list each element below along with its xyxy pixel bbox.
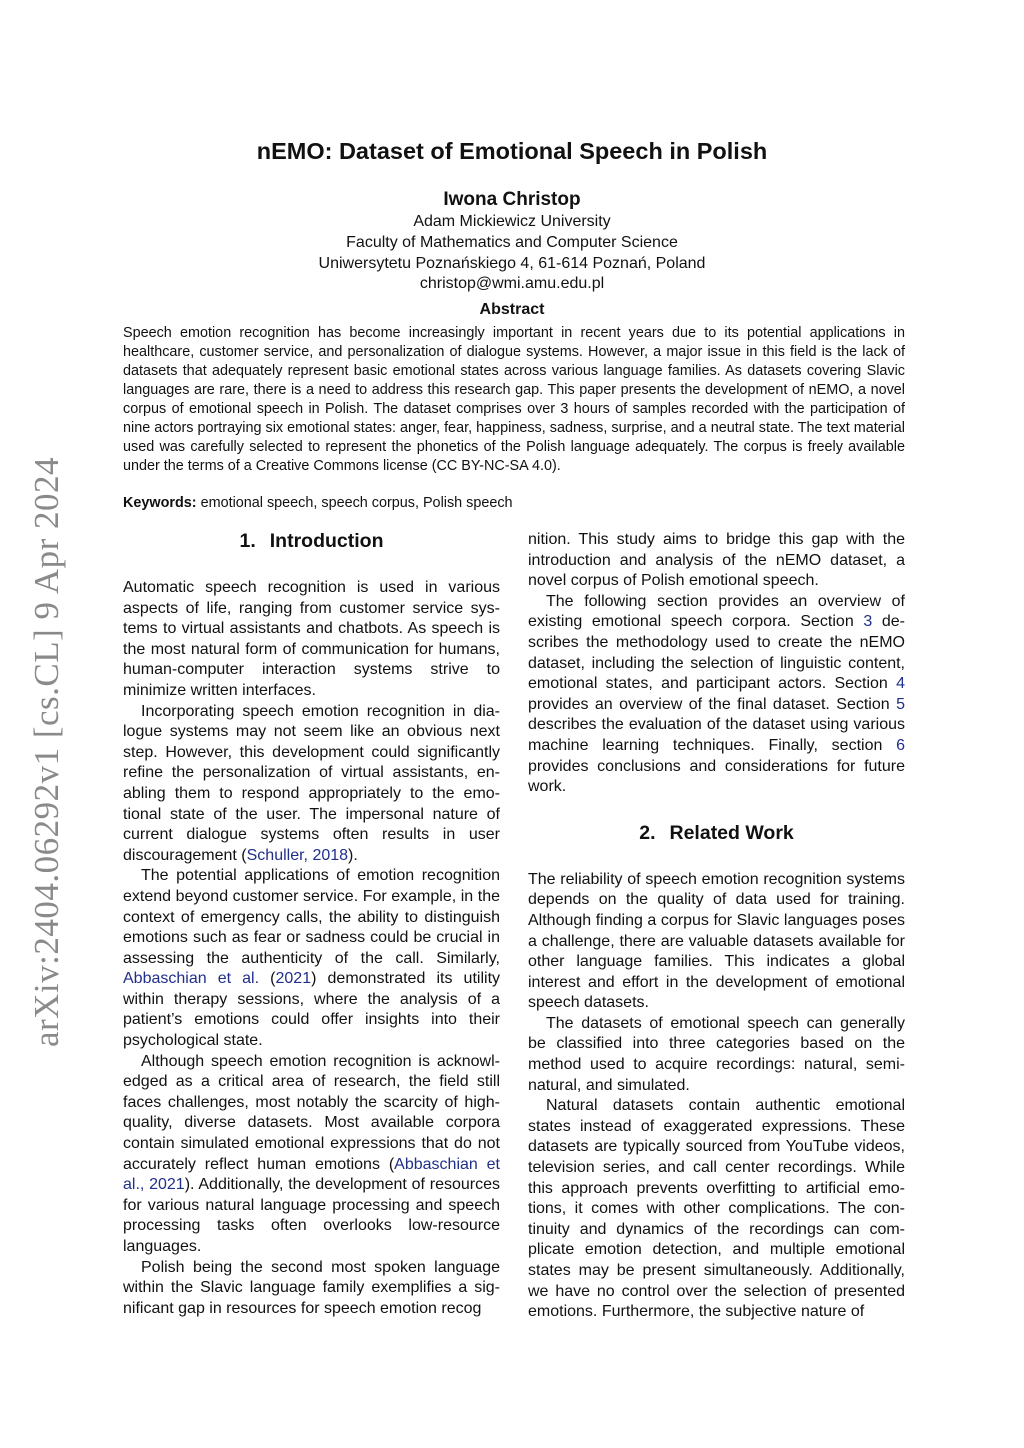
keywords-line [123,494,905,513]
section-heading-introduction [123,528,500,574]
section-number: 2. [639,821,656,844]
abstract-heading: Abstract [479,301,545,318]
affiliation-address: Uniwersytetu Poznańskiego 4, 61-614 Poznań, Poland [318,254,706,272]
paragraph-text: ( [259,970,276,988]
intro-paragraph-3 [123,866,500,1051]
paragraph-text: ) demonstrated its utility within therapy sessions, where the analysis of a patient’s emotions could offer insights into their psychological state. [123,970,501,1050]
left-column [123,528,500,1319]
paper-title: nEMO: Dataset of Emotional Speech in Polish [256,138,768,164]
related-paragraph-1: The reliability of speech emotion recognition systems depends on the quality of data used for training. Although finding a corpus for Slavic languages poses a challenge, there are valuable datasets available for other language families. This indicates a global interest and effort in the development of emotional speech datasets. [528,870,905,1012]
intro-paragraph-6 [528,592,905,798]
intro-paragraph-4 [123,1052,500,1258]
section-ref-link[interactable]: 4 [896,675,905,693]
paragraph-text: The following section provides an overview of existing emotional speech corpora. Section [528,592,905,631]
section-title: Related Work [669,821,794,844]
citation-link[interactable]: Abbaschian et al. [123,970,260,988]
section-number: 1. [239,530,256,552]
paragraph-text: Although speech emotion recognition is acknowledged as a critical area of research, the field still faces challenges, most notably the scarcity of high-quality, diverse datasets. Most available corpora contain simulated emotional expressions that do not accurately reflect human emotions ( [123,1052,500,1173]
citation-link[interactable]: Schuller, 2018 [246,846,349,864]
section-heading-related-work [528,820,905,866]
author-block [0,187,1024,295]
paragraph-text: provides conclusions and considerations for future work. [528,757,905,796]
paragraph-text: The potential applications of emotion recognition extend beyond customer service. For example, in the context of emergency calls, the ability to distinguish emotions such as fear or sadness could be crucial in assessing the authenticity of the call. Similarly, [123,867,500,967]
keywords-label: Keywords: [123,495,197,511]
intro-paragraph-5-continued: nition. This study aims to bridge this gap with the introduction and analysis of the nEMO dataset, a novel corpus of Polish emotional speech. [528,531,905,590]
intro-paragraph-2 [123,702,500,867]
arxiv-identifier-text: arXiv:2404.06292v1 [cs.CL] 9 Apr 2024 [27,456,67,1048]
section-ref-link[interactable]: 3 [863,613,873,631]
affiliation-faculty: Faculty of Mathematics and Computer Science [346,233,678,251]
arxiv-identifier-stamp [16,456,78,1048]
paragraph-text: ). Additionally, the development of resources for various natural language processing and speech processing tasks often overlooks low-resource languages. [123,1176,501,1255]
keywords-text: emotional speech, speech corpus, Polish speech [196,495,513,511]
section-ref-link[interactable]: 6 [896,736,905,754]
intro-paragraph-5: Polish being the second most spoken language within the Slavic language family exemplifies a significant gap in resources for speech emotion recog [123,1258,500,1317]
affiliation-university: Adam Mickiewicz University [413,213,611,230]
paragraph-text: ). [348,846,358,864]
section-ref-link[interactable]: 5 [896,695,905,713]
section-title: Introduction [269,530,384,552]
paragraph-text: describes the methodology used to create the nEMO dataset, including the selection of linguistic content, emotional states, and participant actors. Section [528,613,905,693]
citation-link[interactable]: 2021 [275,970,312,988]
related-paragraph-2: The datasets of emotional speech can generally be classified into three categories based on the method used to acquire recordings: natural, semi-natural, and simulated. [528,1014,905,1094]
author-email: christop@wmi.amu.edu.pl [419,275,605,293]
citation-link[interactable]: Abbaschian et al., 2021 [123,1155,501,1194]
right-column [528,530,905,1323]
paragraph-text: provides an overview of the final dataset. Section [528,695,897,713]
author-name: Iwona Christop [443,189,581,210]
abstract-text: Speech emotion recognition has become increasingly important in recent years due to its potential applications in healthcare, customer service, and personalization of dialogue systems. However, a major issue in this field is the lack of datasets that adequately represent basic emotional states across various language families. As datasets covering Slavic languages are rare, there is a need to address this research gap. This paper presents the development of nEMO, a novel corpus of emotional speech in Polish. The dataset comprises over 3 hours of samples recorded with the participation of nine actors portraying six emotional states: anger, fear, happiness, sadness, surprise, and a neutral state. The text material used was carefully selected to represent the phonetics of the Polish language adequately. The corpus is freely available under the terms of a Creative Commons license (CC BY-NC-SA 4.0). [123,325,905,474]
related-paragraph-3: Natural datasets contain authentic emotional states instead of exaggerated expressions. These datasets are typically sourced from YouTube videos, television series, and call center recordings. While this approach prevents overfitting to artificial emotions, it comes with other complications. The continuity and dynamics of the recordings can complicate emotion detection, and multiple emotional states may be present simultaneously. Additionally, we have no control over the selection of presented emotions. Furthermore, the subjective nature of [528,1097,905,1321]
paragraph-text: Incorporating speech emotion recognition in dialogue systems may not seem like an obvious next step. However, this development could significantly refine the personalization of virtual assistants, enabling them to respond appropriately to the emotional state of the user. The impersonal nature of current dialogue systems often results in user discouragement ( [123,702,500,864]
section-spacer [528,798,905,820]
intro-paragraph-1: Automatic speech recognition is used in various aspects of life, ranging from customer service systems to virtual assistants and chatbots. As speech is the most natural form of communication for humans, human-computer interaction systems strive to minimize written interfaces. [123,579,500,699]
paragraph-text: describes the evaluation of the dataset using various machine learning techniques. Finally, section [528,716,905,754]
